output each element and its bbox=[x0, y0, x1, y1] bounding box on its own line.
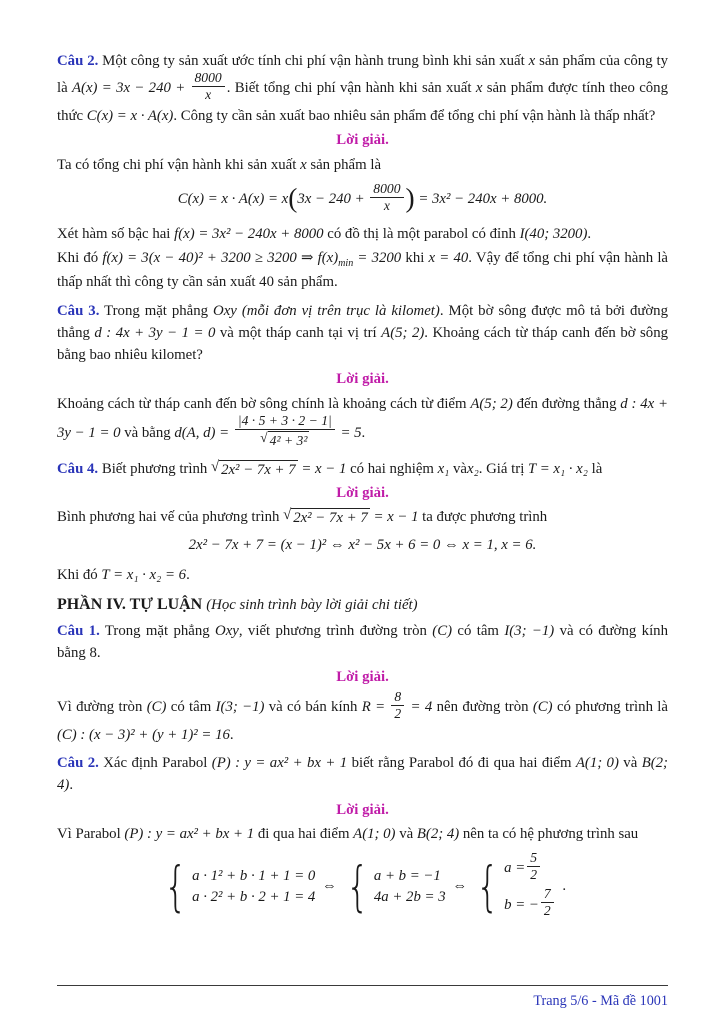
page-footer bbox=[57, 985, 668, 1010]
text-run: Ta có tổng chi phí vận hành khi sản xuất bbox=[57, 156, 301, 173]
system-row bbox=[192, 867, 315, 885]
equation-system bbox=[474, 852, 556, 921]
math-run: x bbox=[300, 156, 307, 173]
text-run: . Giá trị bbox=[478, 460, 529, 477]
math-run: x₁ bbox=[437, 460, 450, 477]
radicand bbox=[268, 431, 310, 450]
math-run: = 3x² − 240x + 8000. bbox=[414, 191, 548, 208]
text-run: . Khoảng cách từ tháp canh đến bờ sông bằng bao nhiêu kilomet? bbox=[57, 324, 668, 363]
fraction-numerator bbox=[541, 886, 554, 903]
math-run: 5 bbox=[530, 850, 538, 866]
essay-question-2-statement bbox=[57, 752, 668, 796]
text-run: và một tháp canh tại vị trí bbox=[215, 324, 382, 341]
essay-question-1-statement bbox=[57, 620, 668, 664]
text-run: Trong mặt phẳng bbox=[99, 302, 214, 319]
fraction-numerator bbox=[235, 413, 335, 430]
text-run: sản phẩm được tính theo công thức bbox=[57, 80, 668, 125]
text-run: có phương trình là bbox=[552, 698, 668, 715]
text-run: Vì Parabol bbox=[57, 826, 125, 842]
fraction bbox=[541, 886, 554, 919]
fraction-denominator bbox=[192, 87, 225, 103]
math-run: = 3200 bbox=[353, 250, 402, 267]
text-run: . bbox=[229, 726, 234, 743]
math-run: I(40; 3200) bbox=[519, 226, 588, 243]
math-run: 2 bbox=[543, 903, 551, 919]
question-2-statement bbox=[57, 50, 668, 127]
text-run: và có bán kính bbox=[264, 698, 362, 715]
italic-note: (mỗi đơn vị trên trục là kilomet) bbox=[236, 302, 440, 319]
text-run: . Công ty cần sản xuất bao nhiêu sản phẩm để tổng chi phí vận hành là thấp nhất? bbox=[173, 108, 656, 125]
fraction-numerator bbox=[391, 689, 404, 706]
math-run: = x − 1 bbox=[369, 509, 419, 526]
math-run: Oxy bbox=[215, 623, 239, 640]
system-row bbox=[374, 888, 446, 906]
text-run: và bbox=[449, 460, 467, 477]
radicand bbox=[291, 508, 370, 528]
math-run: R = bbox=[361, 698, 390, 715]
fraction-numerator bbox=[192, 70, 225, 87]
italic-note: (Học sinh trình bày lời giải chi tiết) bbox=[206, 597, 418, 614]
math-run: 8000 bbox=[194, 70, 222, 86]
big-paren: ( bbox=[288, 183, 298, 214]
text-run: . bbox=[69, 777, 74, 794]
text-run: có hai nghiệm bbox=[346, 460, 438, 477]
math-run: A(1; 0) bbox=[575, 755, 619, 772]
text-run: nên đường tròn bbox=[432, 698, 533, 715]
c4-solution-intro bbox=[57, 506, 668, 528]
text-run: Xét hàm số bậc hai bbox=[57, 226, 175, 243]
subscript: min bbox=[338, 258, 354, 270]
fraction bbox=[192, 70, 225, 103]
text-run: Bình phương hai vế của phương trình bbox=[57, 509, 284, 526]
text-run: . Vậy để tổng chi phí vận hành là thấp nhất thì công ty cần sản xuất 40 sản phẩm. bbox=[57, 250, 669, 291]
math-run: a = bbox=[504, 860, 526, 877]
math-run: x bbox=[528, 53, 536, 69]
system-brace-icon: { bbox=[345, 855, 369, 918]
text-run: , viết phương trình đường tròn bbox=[238, 623, 433, 640]
radical-sign-icon: √ bbox=[283, 507, 292, 524]
math-run: = x − 1 bbox=[297, 460, 347, 477]
text-run: Trong mặt phẳng bbox=[99, 623, 216, 640]
question-label: Câu 2. bbox=[57, 755, 99, 772]
c2-solution-line-1 bbox=[57, 223, 668, 245]
fraction-denominator bbox=[541, 903, 554, 919]
square-root bbox=[283, 507, 370, 528]
c2-solution-line-2 bbox=[57, 247, 668, 293]
c4-solution-line bbox=[57, 564, 668, 586]
math-run: = 5 bbox=[336, 424, 362, 441]
text-run: Một công ty sản xuất ước tính chi phí vận hành trung bình khi sản xuất bbox=[98, 53, 529, 69]
math-run: 4² + 3² bbox=[269, 432, 308, 448]
math-run: d : 4x + 3y − 1 = 0 bbox=[57, 395, 669, 441]
text-run: và bbox=[395, 826, 417, 842]
fraction-denominator bbox=[391, 706, 404, 722]
system-brace-icon: { bbox=[163, 855, 188, 918]
system-row bbox=[192, 888, 315, 906]
square-root bbox=[211, 459, 298, 480]
math-run: B(2; 4) bbox=[416, 826, 460, 842]
equation-system bbox=[344, 855, 446, 918]
math-run: x bbox=[475, 80, 483, 97]
math-run: 8000 bbox=[373, 181, 401, 197]
math-run: 2x² − 7x + 7 bbox=[293, 510, 368, 527]
text-run: Xác định Parabol bbox=[98, 755, 212, 772]
text-run: và có đường kính bằng 8. bbox=[57, 623, 668, 662]
text-run: biết rằng Parabol đó đi qua hai điểm bbox=[347, 755, 576, 772]
text-run: Biết phương trình bbox=[98, 460, 211, 477]
system-rows bbox=[374, 867, 446, 907]
math-run: x = 40 bbox=[428, 250, 469, 267]
math-run: B(2; 4) bbox=[57, 755, 668, 794]
c2-solution-intro bbox=[57, 154, 668, 176]
math-run: 2x² − 7x + 7 = (x − 1)² ⇔ x² − 5x + 6 = 0 ⇔ x = 1, x = 6. bbox=[188, 537, 537, 554]
square-root bbox=[260, 430, 309, 450]
bold-heading-text: PHẦN IV. TỰ LUẬN bbox=[57, 596, 207, 614]
math-run: = 4 bbox=[406, 698, 433, 715]
text-run: đến đường thẳng bbox=[512, 395, 621, 412]
math-run: a · 2² + b · 2 + 1 = 4 bbox=[192, 889, 316, 906]
part-4-section-header bbox=[57, 593, 668, 617]
text-run: Khi đó bbox=[57, 250, 103, 267]
fraction-numerator bbox=[527, 850, 540, 867]
l1-solution bbox=[57, 688, 668, 746]
text-run: đi qua hai điểm bbox=[254, 826, 354, 842]
text-run: là bbox=[587, 460, 603, 477]
math-run: x bbox=[383, 198, 390, 214]
text-run: Khoảng cách từ tháp canh đến bờ sông chính là khoảng cách từ điểm bbox=[57, 395, 471, 412]
math-run: |4 · 5 + 3 · 2 − 1| bbox=[237, 412, 332, 428]
math-run: f(x) = 3x² − 240x + 8000 bbox=[174, 226, 324, 243]
system-row bbox=[504, 852, 542, 885]
math-run: I(3; −1) bbox=[504, 623, 555, 640]
math-run: 4a + 2b = 3 bbox=[373, 889, 446, 906]
question-3-statement bbox=[57, 300, 668, 367]
math-run: d : 4x + 3y − 1 = 0 bbox=[94, 324, 216, 341]
text-run: có tâm bbox=[166, 698, 216, 715]
text-run: có tâm bbox=[452, 623, 505, 640]
solution-heading-3: Lời giải. bbox=[336, 484, 389, 501]
fraction-denominator bbox=[370, 198, 403, 214]
text-run: sản phẩm của công ty là bbox=[57, 53, 668, 97]
system-row bbox=[374, 867, 441, 885]
text-run: Khi đó bbox=[57, 566, 102, 583]
question-label: Câu 2. bbox=[57, 53, 99, 69]
question-label: Câu 4. bbox=[57, 460, 99, 477]
math-run: A(1; 0) bbox=[353, 826, 396, 842]
math-run: (P) : y = ax² + bx + 1 bbox=[124, 826, 255, 842]
l2-display-system bbox=[57, 852, 668, 921]
fraction bbox=[391, 689, 404, 722]
solution-heading-1: Lời giải. bbox=[336, 132, 389, 149]
math-run: Oxy bbox=[213, 302, 237, 319]
l2-solution-intro bbox=[57, 823, 668, 845]
text-run: . bbox=[186, 566, 190, 583]
radical-sign-icon: √ bbox=[260, 429, 268, 445]
system-rows bbox=[192, 867, 315, 907]
fraction bbox=[235, 413, 335, 450]
text-run: sản phẩm là bbox=[306, 156, 382, 173]
math-run: a + b = −1 bbox=[373, 867, 441, 884]
math-run: (C) bbox=[532, 698, 553, 715]
math-run: 7 bbox=[543, 886, 551, 902]
solution-heading-5: Lời giải. bbox=[336, 801, 389, 818]
math-run: 3x − 240 + bbox=[297, 191, 369, 208]
math-run: T = x₁ · x₂ = 6 bbox=[101, 566, 187, 583]
math-run: a · 1² + b · 1 + 1 = 0 bbox=[192, 867, 316, 884]
text-run: . bbox=[587, 226, 592, 243]
math-run: x bbox=[205, 87, 212, 103]
math-run: 2 bbox=[394, 705, 402, 721]
text-run: nên ta có hệ phương trình sau bbox=[459, 826, 639, 842]
text-run: . bbox=[361, 424, 366, 441]
fraction-denominator bbox=[235, 430, 335, 450]
radical-sign-icon: √ bbox=[210, 458, 220, 475]
fraction bbox=[527, 850, 540, 883]
fraction-numerator bbox=[370, 181, 403, 198]
math-run: b = − bbox=[504, 896, 539, 913]
math-run: x₂ bbox=[467, 460, 479, 477]
text-run: và bbox=[618, 755, 642, 772]
question-label: Câu 1. bbox=[57, 623, 100, 640]
math-run: d(A, d) = bbox=[174, 424, 233, 441]
math-run: A(x) = 3x − 240 + bbox=[72, 80, 190, 97]
math-run: T = x₁ · x₂ bbox=[528, 460, 588, 477]
text-run: ta được phương trình bbox=[418, 509, 548, 526]
text-run: và bằng bbox=[120, 424, 175, 441]
math-run: (C) bbox=[146, 698, 167, 715]
text-run: khi bbox=[401, 250, 429, 267]
math-run: 8 bbox=[394, 688, 402, 704]
math-run: (C) : (x − 3)² + (y + 1)² = 16 bbox=[57, 726, 230, 743]
fraction bbox=[370, 181, 403, 214]
text-run: Vì đường tròn bbox=[57, 698, 147, 715]
equation-system bbox=[162, 855, 316, 918]
fraction-denominator bbox=[527, 867, 540, 883]
text-run: . bbox=[558, 878, 567, 895]
solution-heading-2: Lời giải. bbox=[336, 371, 389, 388]
math-run: ⇔ bbox=[448, 878, 471, 895]
question-4-statement bbox=[57, 458, 668, 480]
math-run: A(5; 2) bbox=[470, 395, 513, 412]
math-run: 2x² − 7x + 7 bbox=[221, 461, 296, 478]
big-paren: ) bbox=[405, 183, 415, 214]
math-run: ⇔ bbox=[318, 878, 341, 895]
c3-solution bbox=[57, 393, 668, 452]
system-rows bbox=[504, 852, 556, 921]
math-run: A(5; 2) bbox=[381, 324, 425, 341]
math-run: 2 bbox=[530, 867, 538, 883]
system-row bbox=[504, 888, 556, 921]
math-run: (C) bbox=[432, 623, 453, 640]
math-run: (P) : y = ax² + bx + 1 bbox=[211, 755, 348, 772]
page-number: Trang 5/6 - Mã đề 1001 bbox=[533, 992, 668, 1009]
math-run: C(x) = x · A(x) = x bbox=[177, 191, 289, 208]
c4-display-equation bbox=[57, 535, 668, 556]
solution-heading-4: Lời giải. bbox=[336, 669, 389, 686]
math-run: I(3; −1) bbox=[215, 698, 265, 715]
c2-display-equation bbox=[57, 183, 668, 216]
text-run: . Một bờ sông được mô tả bởi đường thẳng bbox=[57, 302, 668, 341]
text-run: có đồ thị là một parabol có đỉnh bbox=[323, 226, 520, 243]
radicand bbox=[219, 460, 298, 480]
footer-rule bbox=[57, 985, 668, 986]
system-brace-icon: { bbox=[475, 855, 500, 918]
question-label: Câu 3. bbox=[57, 302, 100, 319]
math-run: f(x) = 3(x − 40)² + 3200 ≥ 3200 ⇒ f(x) bbox=[102, 250, 339, 267]
math-run: C(x) = x · A(x) bbox=[86, 108, 174, 125]
text-run: . Biết tổng chi phí vận hành khi sản xuất bbox=[226, 80, 476, 97]
